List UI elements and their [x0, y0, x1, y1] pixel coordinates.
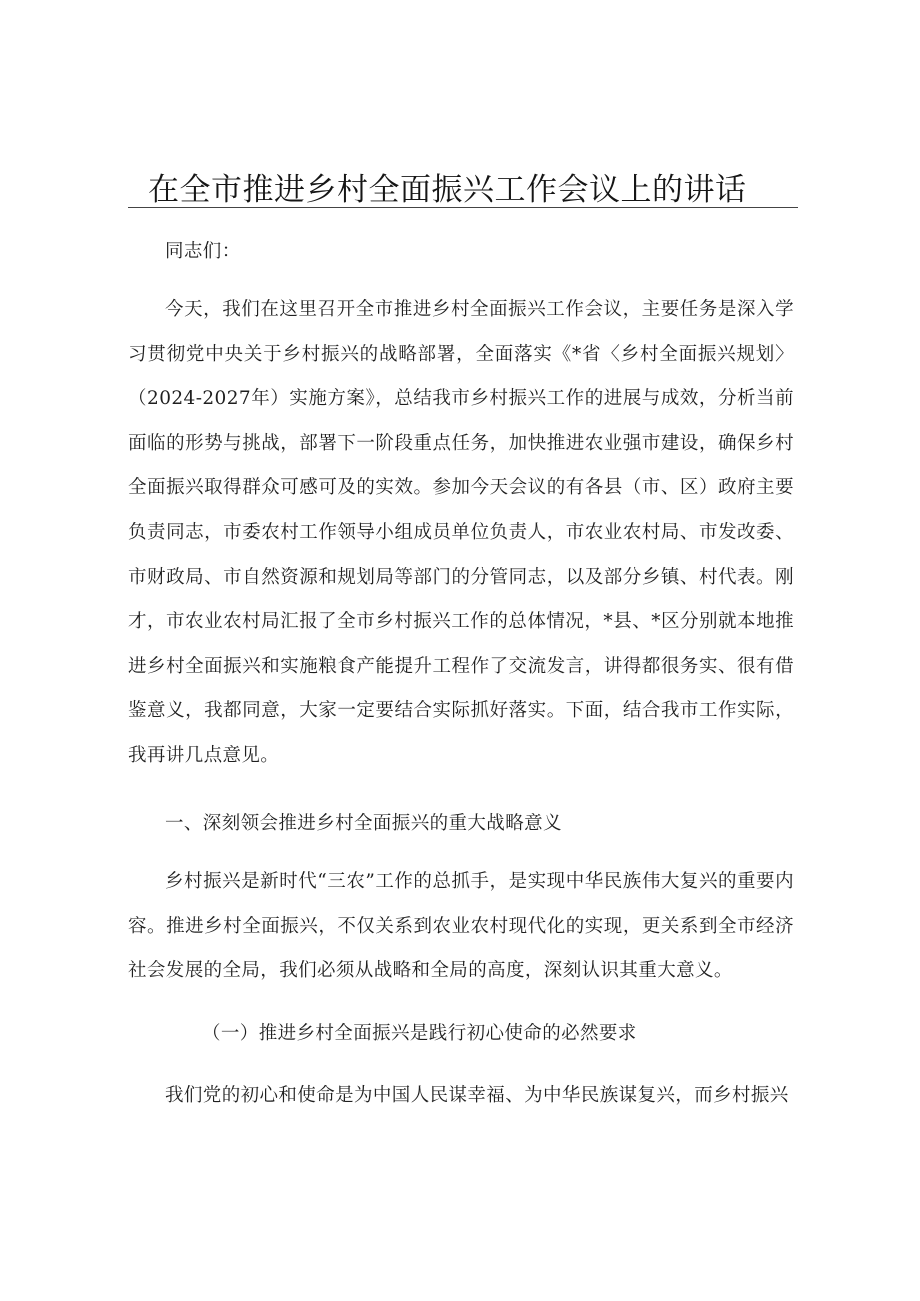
- document-title: 在全市推进乡村全面振兴工作会议上的讲话: [148, 172, 747, 208]
- title-underline: [128, 207, 798, 208]
- intro-paragraph: 今天，我们在这里召开全市推进乡村全面振兴工作会议，主要任务是深入学习贯彻党中央关于乡村振兴的战略部署，全面落实《*省〈乡村全面振兴规划〉（2024-2027年）实施方案》，总结我市乡村振兴工作的进展与成效，分析当前面临的形势与挑战，部署下一阶段重点任务，加快推进农业强市建设，确保乡村全面振兴取得群众可感可及的实效。参加今天会议的有各县（市、区）政府主要负责同志，市委农村工作领导小组成员单位负责人，市农业农村局、市发改委、市财政局、市自然资源和规划局等部门的分管同志，以及部分乡镇、村代表。刚才，市农业农村局汇报了全市乡村振兴工作的总体情况，*县、*区分别就本地推进乡村全面振兴和实施粮食产能提升工程作了交流发言，讲得都很务实、很有借鉴意义，我都同意，大家一定要结合实际抓好落实。下面，结合我市工作实际，我再讲几点意见。: [128, 299, 794, 766]
- section-heading: 一、深刻领会推进乡村全面振兴的重大战略意义: [165, 813, 562, 834]
- section-paragraph: 乡村振兴是新时代“三农”工作的总抓手，是实现中华民族伟大复兴的重要内容。推进乡村全面振兴，不仅关系到农业农村现代化的实现，更关系到全市经济社会发展的全局，我们必须从战略和全局的高度，深刻认识其重大意义。: [128, 871, 794, 982]
- subsection-paragraph: 我们党的初心和使命是为中国人民谋幸福、为中华民族谋复兴，而乡村振兴: [165, 1085, 789, 1106]
- greeting: 同志们：: [165, 241, 241, 262]
- subsection-heading: （一）推进乡村全面振兴是践行初心使命的必然要求: [202, 1023, 637, 1044]
